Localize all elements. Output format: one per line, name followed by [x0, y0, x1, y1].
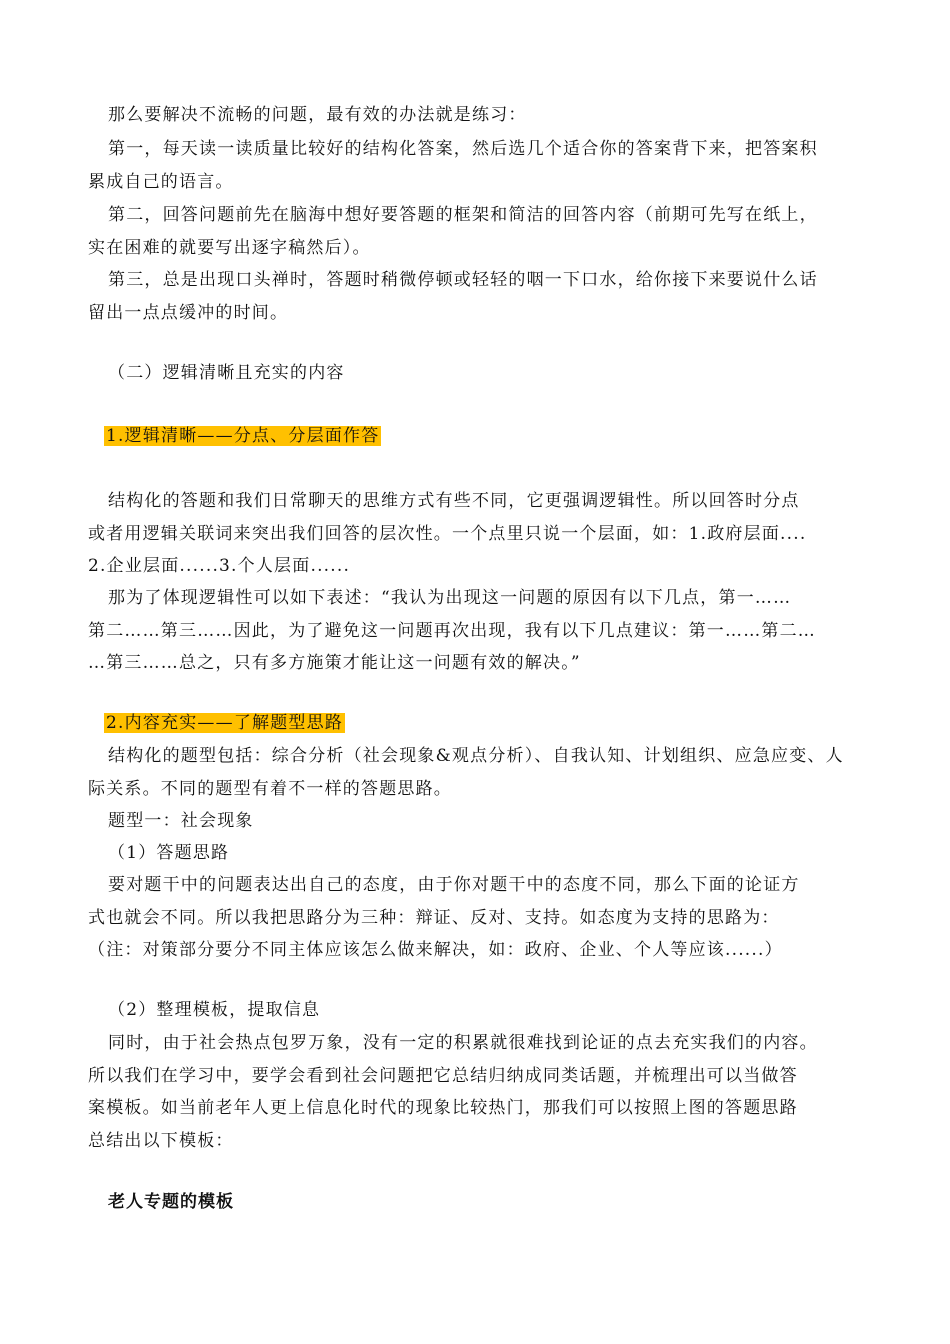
- paragraph-line: 那么要解决不流畅的问题，最有效的办法就是练习：: [108, 105, 527, 125]
- paragraph-line: 实在困难的就要写出逐字稿然后）。: [88, 238, 371, 258]
- paragraph-line: 式也就会不同。所以我把思路分为三种：辩证、反对、支持。如态度为支持的思路为：: [88, 908, 780, 928]
- paragraph-line: 际关系。不同的题型有着不一样的答题思路。: [88, 779, 452, 799]
- paragraph-line: 要对题干中的问题表达出自己的态度，由于你对题干中的态度不同，那么下面的论证方: [108, 875, 800, 895]
- paragraph-line: 留出一点点缓冲的时间。: [88, 303, 289, 323]
- paragraph-line: 第三，总是出现口头禅时，答题时稍微停顿或轻轻的咽一下口水，给你接下来要说什么话: [108, 270, 818, 290]
- paragraph-line: 第一，每天读一读质量比较好的结构化答案，然后选几个适合你的答案背下来，把答案积: [108, 139, 818, 159]
- paragraph-line: 总结出以下模板：: [88, 1131, 234, 1151]
- highlight-text: 2.内容充实——了解题型思路: [106, 713, 344, 733]
- paragraph-line: （2）整理模板，提取信息: [108, 1000, 321, 1020]
- paragraph-line: 结构化的答题和我们日常聊天的思维方式有些不同，它更强调逻辑性。所以回答时分点: [108, 491, 800, 511]
- section-heading: （二）逻辑清晰且充实的内容: [108, 363, 345, 383]
- paragraph-line: （1）答题思路: [108, 843, 230, 863]
- highlighted-subheading: [104, 711, 345, 735]
- paragraph-line: 同时，由于社会热点包罗万象，没有一定的积累就很难找到论证的点去充实我们的内容。: [108, 1033, 818, 1053]
- paragraph-line: （注：对策部分要分不同主体应该怎么做来解决，如：政府、企业、个人等应该......）: [88, 940, 783, 960]
- highlighted-subheading: [104, 424, 381, 448]
- paragraph-line: 或者用逻辑关联词来突出我们回答的层次性。一个点里只说一个层面，如：1.政府层面....: [88, 524, 807, 544]
- paragraph-line: 第二……第三……因此，为了避免这一问题再次出现，我有以下几点建议：第一……第二…: [88, 621, 816, 641]
- paragraph-line: 累成自己的语言。: [88, 172, 234, 192]
- section-heading-bold: 老人专题的模板: [108, 1192, 234, 1212]
- paragraph-line: 第二，回答问题前先在脑海中想好要答题的框架和简洁的回答内容（前期可先写在纸上，: [108, 205, 818, 225]
- paragraph-line: 2.企业层面......3.个人层面......: [88, 556, 351, 576]
- paragraph-line: 那为了体现逻辑性可以如下表述：“我认为出现这一问题的原因有以下几点，第一……: [108, 588, 792, 608]
- paragraph-line: 题型一：社会现象: [108, 811, 254, 831]
- paragraph-line: …第三……总之，只有多方施策才能让这一问题有效的解决。”: [88, 653, 581, 673]
- paragraph-line: 所以我们在学习中，要学会看到社会问题把它总结归纳成同类话题，并梳理出可以当做答: [88, 1066, 798, 1086]
- paragraph-line: 结构化的题型包括：综合分析（社会现象&观点分析）、自我认知、计划组织、应急应变、人: [108, 746, 844, 766]
- highlight-text: 1.逻辑清晰——分点、分层面作答: [106, 426, 380, 446]
- paragraph-line: 案模板。如当前老年人更上信息化时代的现象比较热门，那我们可以按照上图的答题思路: [88, 1098, 798, 1118]
